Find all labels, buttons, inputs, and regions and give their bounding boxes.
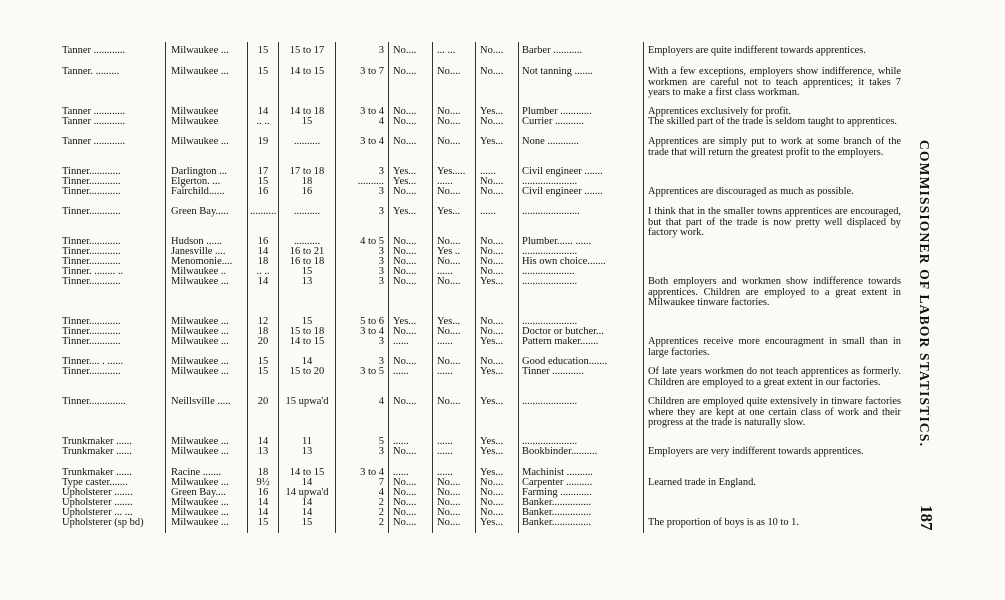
age-cell: 16 [257,488,269,498]
city-cell: Neillsville ..... [171,397,231,407]
occupation-cell: Upholsterer ....... [62,488,133,498]
answer-cell: No.... [393,518,417,528]
answer-cell: ...... [393,468,409,478]
other-trade-cell: Plumber ............ [522,107,592,117]
age-range-cell: 15 upwa'd [285,397,329,407]
answer-cell: Yes... [437,317,461,327]
answer-cell: Yes... [480,107,504,117]
answer-cell: No.... [480,327,504,337]
answer-cell: Yes... [480,337,504,347]
age-range-cell: 14 to 15 [289,468,325,478]
age-range-cell: 14 [301,498,313,508]
city-cell: Milwaukee ... [171,67,229,77]
city-cell: Milwaukee ... [171,327,229,337]
page-number: 187 [917,505,936,531]
years-cell: 2 [378,518,384,528]
age-cell: 16 [257,237,269,247]
other-trade-cell: Plumber...... ...... [522,237,592,247]
occupation-cell: Tinner.... . ...... [62,357,124,367]
city-cell: Elgerton. ... [171,177,221,187]
city-cell: Menomonie.... [171,257,233,267]
answer-cell: Yes... [480,137,504,147]
other-trade-cell: Banker............... [522,498,592,508]
city-cell: Milwaukee ... [171,518,229,528]
occupation-cell: Tinner............ [62,277,121,287]
answer-cell: No.... [437,117,461,127]
answer-cell: No.... [393,237,417,247]
answer-cell: No.... [437,357,461,367]
other-trade-cell: ...................... [522,207,580,217]
age-range-cell: .......... [293,207,321,217]
occupation-cell: Tinner............ [62,207,121,217]
city-cell: Milwaukee [171,107,219,117]
answer-cell: No.... [480,488,504,498]
answer-cell: No.... [480,67,504,77]
answer-cell: No.... [480,187,504,197]
years-cell: 4 [378,488,384,498]
answer-cell: No.... [437,327,461,337]
years-cell: 3 [378,207,384,217]
years-cell: 3 to 7 [360,67,384,77]
city-cell: Milwaukee ... [171,437,229,447]
other-trade-cell: ..................... [522,437,578,447]
years-cell: 3 [378,277,384,287]
years-cell: 3 [378,46,384,56]
column-rule [278,42,279,533]
age-cell: 18 [257,468,269,478]
years-cell: 3 [378,167,384,177]
answer-cell: Yes... [480,518,504,528]
city-cell: Milwaukee ... [171,137,229,147]
age-range-cell: 17 to 18 [289,167,325,177]
answer-cell: ...... [437,337,453,347]
years-cell: 2 [378,508,384,518]
age-cell: 18 [257,327,269,337]
answer-cell: ...... [393,437,409,447]
answer-cell: Yes... [393,317,417,327]
answer-cell: ...... [437,447,453,457]
years-cell: .......... [357,177,384,187]
occupation-cell: Upholsterer ....... [62,498,133,508]
column-rule [165,42,166,533]
occupation-cell: Type caster....... [62,478,128,488]
answer-cell: No.... [393,508,417,518]
city-cell: Milwaukee ... [171,478,229,488]
answer-cell: No.... [393,46,417,56]
column-rule [643,42,644,533]
answer-cell: Yes... [480,397,504,407]
remarks-cell: Apprentices receive more encouragment in small than in large factories. [648,336,901,358]
age-cell: 12 [257,317,269,327]
other-trade-cell: Civil engineer ....... [522,167,603,177]
city-cell: Milwaukee ... [171,508,229,518]
other-trade-cell: ..................... [522,397,578,407]
answer-cell: No.... [393,277,417,287]
age-cell: 15 [257,357,269,367]
years-cell: 2 [378,498,384,508]
years-cell: 4 [378,117,384,127]
other-trade-cell: Civil engineer ....... [522,187,603,197]
years-cell: 5 to 6 [360,317,384,327]
age-range-cell: 18 [301,177,313,187]
answer-cell: Yes... [393,207,417,217]
age-cell: 9½ [256,478,270,488]
occupation-cell: Tinner............ [62,337,121,347]
other-trade-cell: Good education....... [522,357,608,367]
age-range-cell: 14 to 18 [289,107,325,117]
other-trade-cell: Bookbinder.......... [522,447,598,457]
city-cell: Green Bay..... [171,207,229,217]
remarks-cell: Employers are quite indifferent towards apprentices. [648,45,866,56]
occupation-cell: Tinner............ [62,257,121,267]
years-cell: 3 [378,337,384,347]
years-cell: 3 [378,257,384,267]
occupation-cell: Tinner............ [62,367,121,377]
other-trade-cell: Carpenter .......... [522,478,593,488]
age-range-cell: 14 to 15 [289,67,325,77]
age-range-cell: 15 [301,117,313,127]
answer-cell: No.... [437,137,461,147]
answer-cell: No.... [437,397,461,407]
age-range-cell: 15 to 20 [289,367,325,377]
remarks-cell: I think that in the smaller towns apprentices are encouraged, but that part of the trade is now pretty well displaced by factory work. [648,206,901,239]
age-cell: 14 [257,508,269,518]
years-cell: 7 [378,478,384,488]
city-cell: Milwaukee ... [171,447,229,457]
years-cell: 3 [378,447,384,457]
age-cell: 20 [257,397,269,407]
years-cell: 3 to 5 [360,367,384,377]
answer-cell: Yes... [480,437,504,447]
answer-cell: No.... [480,478,504,488]
answer-cell: ...... [437,267,453,277]
other-trade-cell: ..................... [522,247,578,257]
age-range-cell: 15 [301,267,313,277]
answer-cell: No.... [480,117,504,127]
answer-cell: ... ... [437,46,456,56]
age-range-cell: 13 [301,447,313,457]
occupation-cell: Tinner............ [62,247,121,257]
occupation-cell: Tinner............ [62,327,121,337]
age-range-cell: 14 [301,508,313,518]
age-range-cell: .......... [293,237,321,247]
answer-cell: ...... [437,468,453,478]
age-range-cell: 15 to 17 [289,46,325,56]
years-cell: 3 to 4 [360,107,384,117]
other-trade-cell: Machinist .......... [522,468,593,478]
age-cell: 15 [257,518,269,528]
answer-cell: ...... [480,167,496,177]
city-cell: Milwaukee .. [171,267,227,277]
years-cell: 5 [378,437,384,447]
age-cell: 19 [257,137,269,147]
age-range-cell: 16 to 18 [289,257,325,267]
answer-cell: No.... [437,518,461,528]
age-cell: 15 [257,67,269,77]
answer-cell: No.... [480,257,504,267]
other-trade-cell: His own choice....... [522,257,606,267]
occupation-cell: Tinner............ [62,317,121,327]
occupation-cell: Upholsterer (sp bd) [62,518,144,528]
years-cell: 3 [378,357,384,367]
age-range-cell: 14 [301,357,313,367]
occupation-cell: Trunkmaker ...... [62,468,132,478]
age-range-cell: 15 to 18 [289,327,325,337]
years-cell: 3 to 4 [360,468,384,478]
answer-cell: ...... [480,207,496,217]
age-range-cell: 14 [301,478,313,488]
remarks-cell: The skilled part of the trade is seldom taught to apprentices. [648,116,898,127]
answer-cell: ...... [437,367,453,377]
answer-cell: No.... [437,257,461,267]
answer-cell: No.... [393,247,417,257]
age-cell: .......... [250,207,276,217]
age-cell: 15 [257,367,269,377]
city-cell: Milwaukee [171,117,219,127]
answer-cell: Yes..... [437,167,466,177]
answer-cell: No.... [393,447,417,457]
occupation-cell: Tinner............ [62,177,121,187]
answer-cell: No.... [437,277,461,287]
age-range-cell: .......... [293,137,321,147]
occupation-cell: Tinner. ........ .. [62,267,124,277]
other-trade-cell: None ............ [522,137,579,147]
answer-cell: No.... [393,397,417,407]
answer-cell: No.... [480,498,504,508]
age-cell: 13 [257,447,269,457]
age-cell: 17 [257,167,269,177]
answer-cell: No.... [437,187,461,197]
city-cell: Milwaukee ... [171,317,229,327]
city-cell: Darlington ... [171,167,227,177]
city-cell: Hudson ...... [171,237,223,247]
answer-cell: Yes... [437,207,461,217]
years-cell: 3 to 4 [360,327,384,337]
answer-cell: No.... [393,357,417,367]
remarks-cell: Learned trade in England. [648,477,756,488]
occupation-cell: Trunkmaker ...... [62,447,132,457]
age-range-cell: 16 to 21 [289,247,325,257]
answer-cell: No.... [393,498,417,508]
answer-cell: No.... [480,508,504,518]
answer-cell: No.... [480,237,504,247]
answer-cell: No.... [437,478,461,488]
city-cell: Milwaukee ... [171,367,229,377]
column-rule [475,42,476,533]
years-cell: 3 [378,247,384,257]
remarks-cell: The proportion of boys is as 10 to 1. [648,517,799,528]
answer-cell: Yes... [480,277,504,287]
occupation-cell: Tinner.............. [62,397,126,407]
age-range-cell: 16 [301,187,313,197]
answer-cell: No.... [480,317,504,327]
column-rule [388,42,389,533]
other-trade-cell: Doctor or butcher... [522,327,604,337]
age-cell: .. .. [256,267,270,277]
answer-cell: No.... [437,107,461,117]
age-cell: 20 [257,337,269,347]
answer-cell: No.... [437,488,461,498]
other-trade-cell: .................... [522,267,575,277]
occupation-cell: Tanner. ......... [62,67,120,77]
other-trade-cell: ..................... [522,277,578,287]
answer-cell: No.... [393,187,417,197]
occupation-cell: Tinner............ [62,167,121,177]
remarks-cell: Apprentices exclusively for profit. [648,106,792,117]
answer-cell: No.... [393,488,417,498]
answer-cell: No.... [393,267,417,277]
age-cell: 16 [257,187,269,197]
answer-cell: ...... [437,177,453,187]
city-cell: Milwaukee ... [171,357,229,367]
city-cell: Milwaukee ... [171,46,229,56]
remarks-cell: Apprentices are discouraged as much as possible. [648,186,854,197]
running-head: COMMISSIONER OF LABOR STATISTICS. [917,140,932,448]
age-range-cell: 11 [301,437,313,447]
answer-cell: No.... [437,498,461,508]
column-rule [335,42,336,533]
answer-cell: Yes... [393,167,417,177]
other-trade-cell: Not tanning ....... [522,67,593,77]
occupation-cell: Tinner............ [62,237,121,247]
other-trade-cell: ..................... [522,317,578,327]
column-rule [518,42,519,533]
other-trade-cell: Pattern maker....... [522,337,599,347]
years-cell: 4 to 5 [360,237,384,247]
city-cell: Racine ....... [171,468,222,478]
answer-cell: No.... [393,257,417,267]
answer-cell: ...... [437,437,453,447]
answer-cell: No.... [393,67,417,77]
answer-cell: No.... [437,508,461,518]
age-cell: 14 [257,498,269,508]
answer-cell: No.... [393,327,417,337]
other-trade-cell: Banker............... [522,508,592,518]
occupation-cell: Tinner............ [62,187,121,197]
age-range-cell: 15 [301,518,313,528]
answer-cell: Yes... [480,447,504,457]
occupation-cell: Tanner ............ [62,117,126,127]
answer-cell: ...... [393,337,409,347]
occupation-cell: Tanner ............ [62,46,126,56]
answer-cell: No.... [480,247,504,257]
age-range-cell: 15 [301,317,313,327]
age-cell: 15 [257,177,269,187]
age-cell: 14 [257,437,269,447]
age-cell: 18 [257,257,269,267]
answer-cell: No.... [393,137,417,147]
answer-cell: Yes... [480,367,504,377]
answer-cell: No.... [393,478,417,488]
column-rule [432,42,433,533]
years-cell: 3 [378,267,384,277]
occupation-cell: Tanner ............ [62,137,126,147]
answer-cell: No.... [480,177,504,187]
occupation-cell: Tanner ............ [62,107,126,117]
answer-cell: No.... [393,117,417,127]
city-cell: Milwaukee ... [171,337,229,347]
column-rule [247,42,248,533]
age-range-cell: 13 [301,277,313,287]
answer-cell: No.... [437,67,461,77]
remarks-cell: Of late years workmen do not teach apprentices as formerly. Children are employed to a great extent in our factories. [648,366,901,388]
other-trade-cell: Banker............... [522,518,592,528]
city-cell: Fairchild...... [171,187,225,197]
other-trade-cell: Currier ........... [522,117,584,127]
answer-cell: ...... [393,367,409,377]
other-trade-cell: ..................... [522,177,578,187]
remarks-cell: Both employers and workmen show indifference towards apprentices. Children are employed to a great extent in Milwaukee tinware factories. [648,276,901,309]
answer-cell: No.... [480,46,504,56]
answer-cell: Yes... [393,177,417,187]
age-cell: 15 [257,46,269,56]
remarks-cell: Apprentices are simply put to work at some branch of the trade that will return the greatest profit to the employers. [648,136,901,158]
other-trade-cell: Tinner ............ [522,367,584,377]
remarks-cell: Children are employed quite extensively in tinware factories where they are kept at one certain class of work and their progress at the trade is naturally slow. [648,396,901,429]
city-cell: Milwaukee ... [171,498,229,508]
city-cell: Green Bay.... [171,488,227,498]
answer-cell: No.... [393,107,417,117]
years-cell: 3 [378,187,384,197]
city-cell: Milwaukee ... [171,277,229,287]
occupation-cell: Upholsterer ... ... [62,508,133,518]
age-cell: 14 [257,277,269,287]
other-trade-cell: Barber ........... [522,46,583,56]
answer-cell: No.... [437,237,461,247]
answer-cell: Yes... [480,468,504,478]
answer-cell: No.... [480,267,504,277]
other-trade-cell: Farming ............ [522,488,592,498]
remarks-cell: With a few exceptions, employers show indifference, while workmen are careful not to teach apprentices; it takes 7 years to make a first class workman. [648,66,901,99]
answer-cell: Yes .. [437,247,461,257]
age-range-cell: 14 upwa'd [285,488,329,498]
age-cell: .. .. [256,117,270,127]
years-cell: 4 [378,397,384,407]
age-cell: 14 [257,247,269,257]
remarks-cell: Employers are very indifferent towards apprentices. [648,446,864,457]
city-cell: Janesville .... [171,247,226,257]
age-cell: 14 [257,107,269,117]
years-cell: 3 to 4 [360,137,384,147]
age-range-cell: 14 to 15 [289,337,325,347]
occupation-cell: Trunkmaker ...... [62,437,132,447]
answer-cell: No.... [480,357,504,367]
